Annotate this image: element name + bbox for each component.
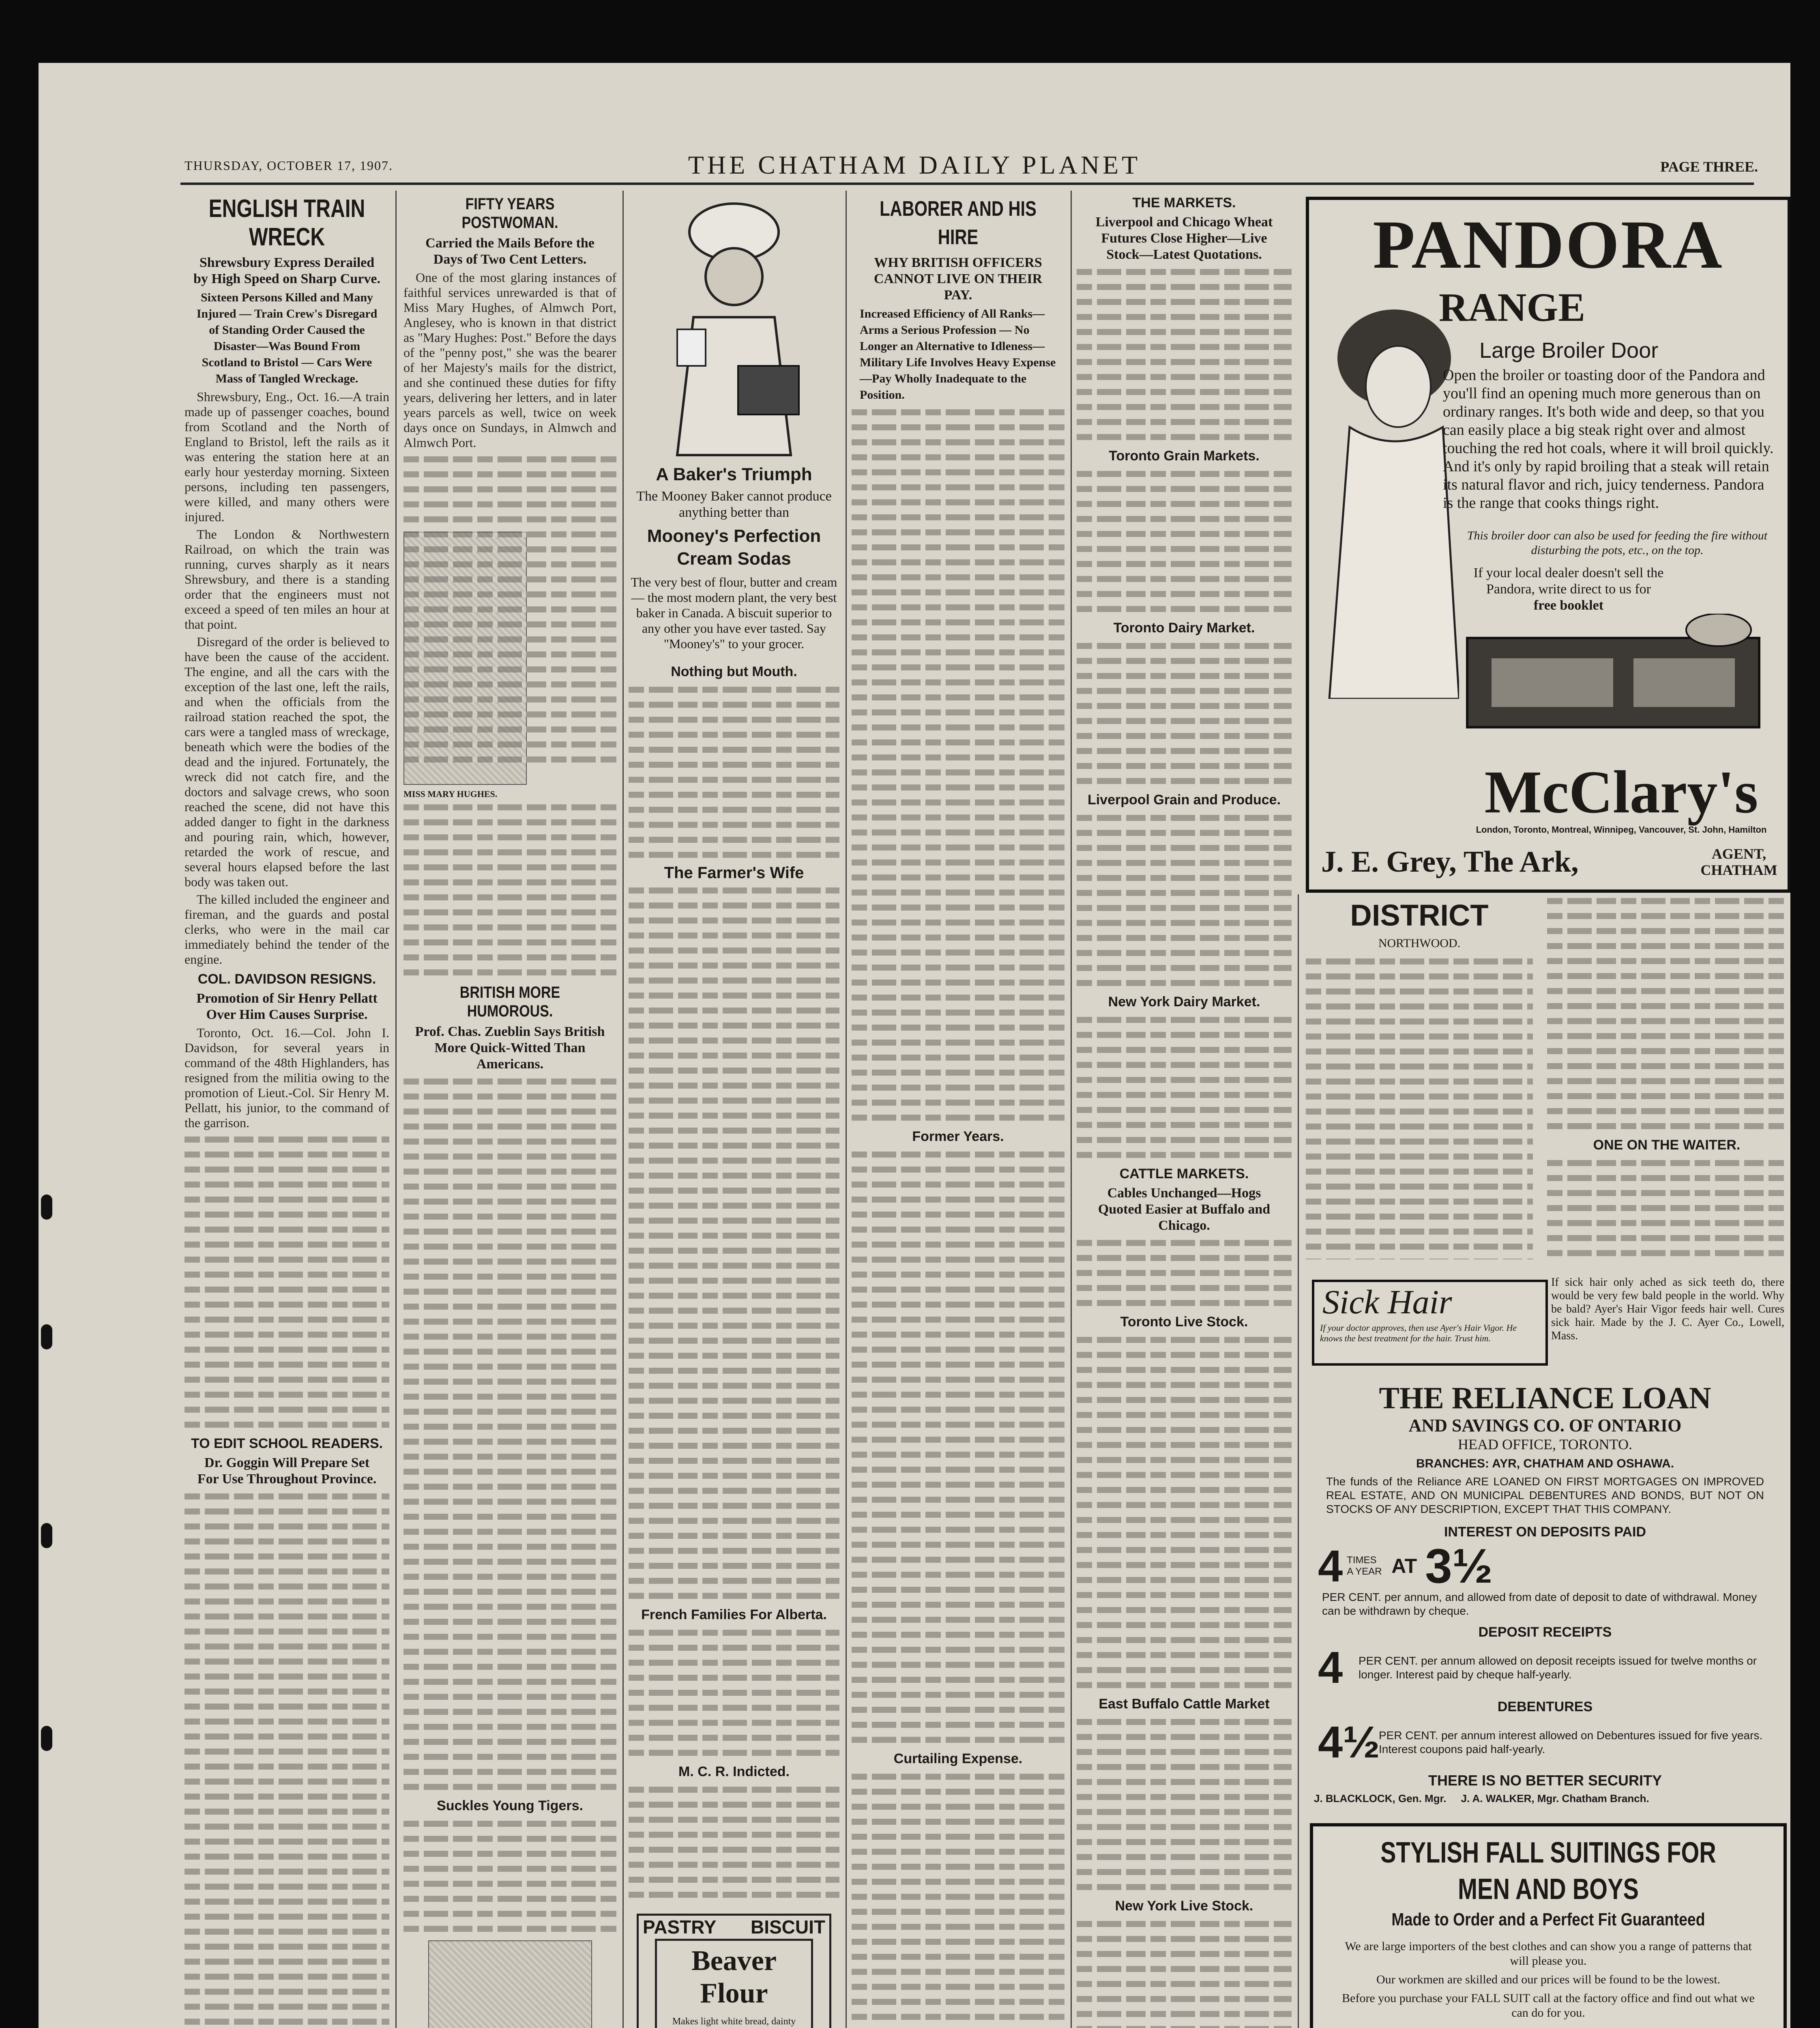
column-4: [852, 191, 1065, 2028]
rate-number: 4: [1318, 1643, 1343, 1693]
officers: J. BLACKLOCK, Gen. Mgr. J. A. WALKER, Mgr. Chatham Branch.: [1314, 1792, 1649, 1805]
text-block: [1306, 955, 1533, 1259]
article-paragraph: Toronto, Oct. 16.—Col. John I. Davidson, for several years in command of the 48th Highlanders, has resigned from the militia owing to the promotion of Lieut.-Col. Sir Henry M. Pellatt, his junior, to the command of the garrison.: [185, 1025, 389, 1130]
security-line: THERE IS NO BETTER SECURITY: [1428, 1772, 1662, 1789]
ad-body: Open the broiler or toasting door of the Pandora and you'll find an opening much more generous than on ordinary ranges. It's both wide and deep, so that you can easily place a big steak right over and almost touching the red hot coals, where it will broil quickly. And it's only by rapid broiling that a steak will retain its natural flavor and rich, juicy tenderness. Pandora is the range that cooks things right.: [1443, 367, 1774, 511]
rate-number: 3½: [1425, 1539, 1493, 1593]
newspaper-page: [39, 63, 1790, 2028]
text-block: [403, 453, 616, 526]
headline-laborer: LABORER AND HIS HIRE: [880, 197, 1037, 249]
headline-toronto-dairy: Toronto Dairy Market.: [1113, 620, 1255, 636]
headline-mouth: Nothing but Mouth.: [671, 664, 797, 679]
column-rule: [395, 191, 397, 2028]
text-block: [1547, 894, 1786, 1133]
column-rule: [622, 191, 624, 2028]
article-paragraph: The killed included the engineer and fireman, and the guards and postal clerks, who were in the mail car immediately behind the tender of the engine.: [185, 892, 389, 967]
cta-text: If your local dealer doesn't sell the Pandora, write direct to us for: [1473, 565, 1664, 597]
deposit-heading: DEPOSIT RECEIPTS: [1478, 1624, 1612, 1640]
rate-text: TIMES A YEAR: [1347, 1555, 1382, 1577]
ad-paragraph: We are large importers of the best clothes and can show you a range of patterns that will please you.: [1345, 1940, 1752, 1968]
ad-product: RANGE: [1439, 285, 1586, 330]
ad-brand: PANDORA: [1373, 206, 1724, 283]
ad-line: STYLISH FALL SUITINGS FOR: [1380, 1837, 1716, 1869]
text-block: [403, 1817, 616, 1936]
deck: Sixteen Persons Killed and Many Injured — Train Crew's Disregard of Standing Order Caused the Disaster—Was Bound From Scotland to Bristol — Cars Were Mass of Tangled Wreckage.: [196, 291, 378, 385]
headline-british-humorous: BRITISH MORE HUMOROUS.: [459, 984, 560, 1020]
subhead: Cables Unchanged—Hogs Quoted Easier at Buffalo and Chicago.: [1098, 1186, 1271, 1233]
subhead: Liverpool and Chicago Wheat Futures Close Higher—Live Stock—Latest Quotations.: [1095, 215, 1273, 262]
text-block: [1077, 1917, 1292, 2028]
ad-feature: Large Broiler Door: [1479, 338, 1659, 363]
range-stove-icon: [1443, 614, 1779, 756]
article-paragraph: Disregard of the order is believed to have been the cause of the accident. The engine, and all the cars with the exception of the last one, left the rails, and when the officials from the railroad station reached the spot, the cars were a tangled mass of wreckage, beneath which were the bodies of the dead and the injured. Fortunately, the wreck did not catch fire, and the doctors and salvage crews, who soon reached the scene, did not have this added danger to fight in the darkness and pouring rain, which, however, retarded the work of rescue, and several hours elapsed before the last body was taken out.: [185, 634, 389, 889]
text-block: [185, 1133, 389, 1431]
ad-subtitle: AND SAVINGS CO. OF ONTARIO: [1408, 1416, 1682, 1435]
deck: Increased Efficiency of All Ranks—Arms a Serious Profession — No Longer an Alternative to Idleness—Military Life Involves Heavy Expense—Pay Wholly Inadequate to the Position.: [860, 307, 1056, 402]
headline-alberta: French Families For Alberta.: [641, 1607, 827, 1622]
ad-label: BISCUIT: [751, 1916, 825, 1938]
rate-description: PER CENT. per annum allowed on deposit receipts issued for twelve months or longer. Interest paid by cheque half-yearly.: [1359, 1654, 1757, 1681]
headline-ny-live: New York Live Stock.: [1115, 1898, 1253, 1914]
agent-label: AGENT, CHATHAM: [1700, 846, 1777, 878]
subhead: Carried the Mails Before the Days of Two Cent Letters.: [425, 236, 595, 267]
ad-description: The very best of flour, butter and cream — the most modern plant, the very best baker in Canada. A biscuit superior to any other you have ever tasted. Say "Mooney's" to your grocer.: [631, 575, 837, 651]
text-block: [1077, 1013, 1292, 1162]
baker-icon: [649, 195, 819, 459]
headline-liverpool: Liverpool Grain and Produce.: [1087, 792, 1281, 808]
paper-title: THE CHATHAM DAILY PLANET: [688, 150, 1141, 179]
text-block: [852, 1770, 1065, 2028]
hair-ad-copy: If sick hair only ached as sick teeth do, there would be very few bald people in the world. Why be bald? Ayer's Hair Vigor feeds hair well. Cures sick hair. Made by the J. C. Ayer Co., Lowell, Mass.: [1551, 1276, 1784, 1342]
column-2: [403, 191, 616, 2028]
headline-tigers: Suckles Young Tigers.: [437, 1798, 583, 1813]
headline-cattle: CATTLE MARKETS.: [1119, 1166, 1249, 1182]
text-block: [1547, 1156, 1786, 1259]
masthead: [39, 140, 1790, 185]
text-block: [629, 683, 839, 861]
headline-district: DISTRICT: [1350, 898, 1489, 932]
agent-name: J. E. Grey, The Ark,: [1321, 845, 1579, 879]
ad-paragraph: Before you purchase your FALL SUIT call at the factory office and find out what we can do for you.: [1342, 1991, 1755, 2019]
headline-train-wreck: ENGLISH TRAIN WRECK: [208, 195, 365, 251]
ad-product: Mooney's Perfection Cream Sodas: [647, 526, 821, 569]
rate-description: PER CENT. per annum, and allowed from date of deposit to date of withdrawal. Money can be withdrawn by cheque.: [1322, 1591, 1757, 1617]
headline-buffalo: East Buffalo Cattle Market: [1099, 1696, 1270, 1712]
column-5: [1077, 191, 1292, 2028]
rate-number: 4: [1318, 1541, 1343, 1591]
text-block: [629, 1783, 839, 1901]
article-paragraph: Shrewsbury, Eng., Oct. 16.—A train made up of passenger coaches, bound from Scotland and the North of England to Bristol, left the rails as it was entering the station here at an early hour yesterday morning. Sixteen persons, including ten passengers, were killed, and many others were injured.: [185, 389, 389, 524]
headline-davidson: COL. DAVIDSON RESIGNS.: [197, 971, 376, 987]
subhead: Dr. Goggin Will Prepare Set For Use Throughout Province.: [197, 1455, 377, 1487]
ad-body: The Mooney Baker cannot produce anything better than: [636, 489, 832, 520]
column-3: [629, 191, 839, 2028]
headline-mcr: M. C. R. Indicted.: [678, 1764, 790, 1779]
text-block: [1077, 811, 1292, 990]
debentures-heading: DEBENTURES: [1497, 1699, 1593, 1714]
text-block: [185, 1490, 389, 2028]
taylor-ad: [1310, 1823, 1787, 2028]
text-block: [1077, 1236, 1292, 1310]
ad-body: The funds of the Reliance ARE LOANED ON FIRST MORTGAGES ON IMPROVED REAL ESTATE, AND ON MUNICIPAL DEBENTURES AND BONDS, BUT NOT ON STOCKS OF ANY DESCRIPTION, EXCEPT THAT THIS COMPANY.: [1326, 1475, 1764, 1515]
article-paragraph: The London & Northwestern Railroad, on which the train was running, curves sharply as it nears Shrewsbury, and there is a standing order that the engineers must not exceed a speed of ten miles an hour at that point.: [185, 527, 389, 632]
pandora-ad: [1306, 197, 1790, 893]
masthead-rule: [180, 183, 1754, 185]
headline-markets: THE MARKETS.: [1132, 195, 1236, 211]
text-block: [1077, 1333, 1292, 1692]
headline-ny-dairy: New York Dairy Market.: [1108, 994, 1260, 1010]
head-office: HEAD OFFICE, TORONTO.: [1457, 1436, 1633, 1452]
article-paragraph: One of the most glaring instances of faithful services unrewarded is that of Miss Mary Hughes, of Almwch Port, Anglesey, who is known in that district as "Mary Hughes: Post." Before the days of the "penny post," she was the bearer of her Majesty's mails for the district, and she continued these duties for fifty years, delivering her letters, and in later years parcels as well, twice on week days once on Sundays, in Almwch and Almwch Port.: [403, 270, 616, 450]
issue-date: THURSDAY, OCTOBER 17, 1907.: [185, 158, 393, 173]
tigers-image: [428, 1940, 592, 2028]
column-rule: [846, 191, 847, 2028]
ad-line: Made to Order and a Perfect Fit Guaranteed: [1391, 1910, 1705, 1929]
column-rule: [1071, 191, 1072, 2028]
text-block: [629, 884, 839, 1603]
woman-illustration: [1313, 293, 1459, 699]
text-block: [403, 801, 616, 979]
headline-curtailing: Curtailing Expense.: [893, 1751, 1023, 1766]
cta-bold: free booklet: [1533, 598, 1604, 613]
subhead: Shrewsbury Express Derailed by High Speed on Sharp Curve.: [193, 255, 380, 286]
ad-title: A Baker's Triumph: [656, 464, 812, 484]
ad-title: Sick Hair: [1322, 1283, 1452, 1321]
at-label: AT: [1391, 1555, 1417, 1577]
headline-toronto-live: Toronto Live Stock.: [1120, 1314, 1248, 1330]
rate-description: PER CENT. per annum interest allowed on Debentures issued for five years. Interest coupons paid half-yearly.: [1379, 1729, 1763, 1755]
ayers-hair-ad: [1312, 1280, 1548, 1366]
column-1: [185, 191, 389, 2028]
place-name: NORTHWOOD.: [1378, 937, 1461, 950]
ad-line: MEN AND BOYS: [1458, 1873, 1639, 1906]
branches: BRANCHES: AYR, CHATHAM AND OSHAWA.: [1416, 1457, 1674, 1470]
reliance-loan-ad: [1306, 1381, 1784, 1807]
text-block: [852, 406, 1065, 1124]
beaver-flour-ad: [637, 1914, 831, 2028]
interest-heading: INTEREST ON DEPOSITS PAID: [1444, 1524, 1646, 1540]
text-block: [1077, 467, 1292, 616]
text-block: [852, 1148, 1065, 1747]
district-news-2: [1547, 894, 1786, 1259]
ad-cities: London, Toronto, Montreal, Winnipeg, Vancouver, St. John, Hamilton: [1476, 825, 1767, 835]
text-block: [1077, 265, 1292, 444]
ad-body: Makes light white bread, dainty: [672, 2016, 796, 2027]
rate-number: 4½: [1318, 1717, 1380, 1767]
text-block: [629, 1626, 839, 1759]
ad-brand: Beaver Flour: [691, 1945, 777, 2009]
page-number: PAGE THREE.: [1660, 159, 1758, 175]
ad-cta: [1463, 565, 1674, 614]
ad-title: THE RELIANCE LOAN: [1379, 1381, 1711, 1415]
headline-toronto-grain: Toronto Grain Markets.: [1109, 448, 1260, 464]
subhead: WHY BRITISH OFFICERS CANNOT LIVE ON THEIR PAY.: [874, 255, 1043, 303]
text-block: [403, 1075, 616, 1794]
headline-farmers-wife: The Farmer's Wife: [664, 864, 804, 882]
ad-paragraph: Our workmen are skilled and our prices will be found to be the lowest.: [1376, 1973, 1721, 1986]
subhead: Prof. Chas. Zueblin Says British More Quick-Witted Than Americans.: [415, 1024, 605, 1072]
text-block: [1077, 1715, 1292, 1894]
headline-school-readers: TO EDIT SCHOOL READERS.: [191, 1436, 383, 1451]
headline-former-years: Former Years.: [912, 1129, 1004, 1144]
image-caption: MISS MARY HUGHES.: [403, 789, 498, 799]
ad-maker: McClary's: [1484, 758, 1758, 826]
subhead: Promotion of Sir Henry Pellatt Over Him Causes Surprise.: [196, 991, 378, 1022]
district-news: [1306, 894, 1533, 1259]
ad-note: This broiler door can also be used for feeding the fire without disturbing the pots, etc., on the top.: [1467, 529, 1768, 557]
ad-label: PASTRY: [643, 1916, 717, 1938]
column-rule: [1298, 894, 1299, 2028]
headline-postwoman: FIFTY YEARS POSTWOMAN.: [461, 195, 558, 232]
ad-tagline: If your doctor approves, then use Ayer's Hair Vigor. He knows the best treatment for the hair. Trust him.: [1320, 1323, 1517, 1343]
text-block: [1077, 639, 1292, 788]
headline-waiter: ONE ON THE WAITER.: [1593, 1137, 1741, 1153]
baker-illustration: [649, 195, 819, 459]
